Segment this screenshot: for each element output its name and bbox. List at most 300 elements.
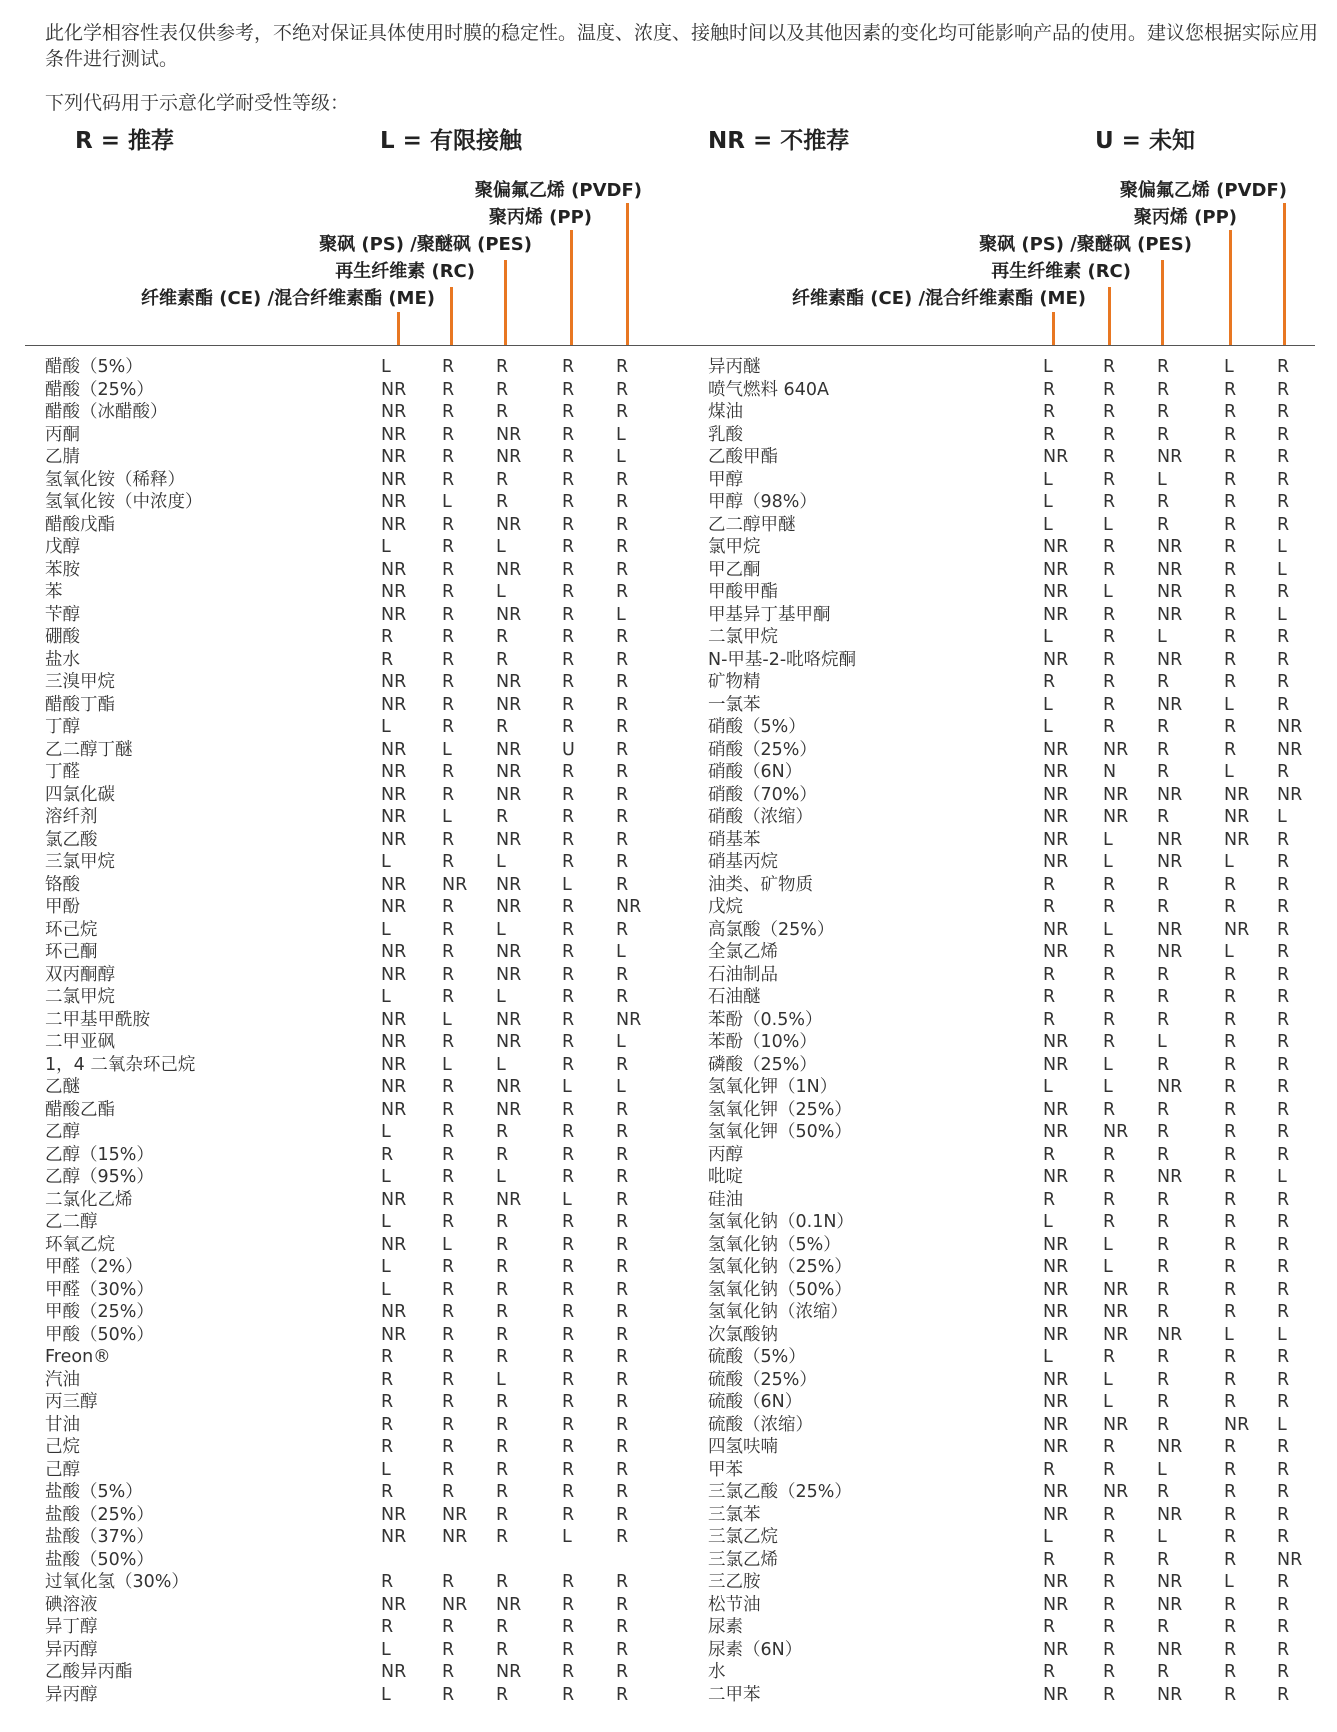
rating-cell: NR xyxy=(1103,739,1129,760)
rating-cell: R xyxy=(442,784,455,805)
rating-cell: R xyxy=(442,1617,455,1637)
rating-cell: NR xyxy=(1103,1122,1129,1142)
chemical-name: 硝酸（70%） xyxy=(708,784,817,805)
rating-cell: R xyxy=(1277,1189,1290,1210)
rating-cell: NR xyxy=(1277,784,1303,805)
chemical-name: 水 xyxy=(708,1662,726,1682)
rating-cell: R xyxy=(562,1212,575,1232)
rating-cell: R xyxy=(1224,604,1237,625)
rating-cell: R xyxy=(496,717,509,737)
rating-cell: R xyxy=(442,1302,455,1322)
rating-cell: R xyxy=(1224,1009,1237,1030)
chemical-name: 次氯酸钠 xyxy=(708,1324,778,1345)
rating-cell: L xyxy=(1157,627,1167,647)
rating-cell: R xyxy=(1277,1482,1290,1502)
rating-cell: L xyxy=(562,1189,572,1210)
header-rc-line-right xyxy=(1108,287,1111,345)
rating-cell: NR xyxy=(616,897,642,917)
rating-cell: NR xyxy=(381,1099,407,1120)
chemical-name: 环氧乙烷 xyxy=(45,1234,115,1255)
chemical-name: 铬酸 xyxy=(45,874,80,895)
rating-cell: R xyxy=(1224,649,1237,670)
rating-cell: R xyxy=(1224,1099,1237,1120)
rating-cell: R xyxy=(616,987,629,1007)
chemical-name: 己烷 xyxy=(45,1437,80,1457)
rating-cell: NR xyxy=(1043,784,1069,805)
rating-cell: R xyxy=(562,1684,575,1705)
rating-cell: R xyxy=(616,1392,629,1412)
rating-cell: R xyxy=(616,582,629,602)
rating-cell: R xyxy=(1043,987,1056,1007)
rating-cell: R xyxy=(562,1572,575,1592)
rating-cell: L xyxy=(1043,627,1053,647)
rating-cell: R xyxy=(562,919,575,940)
rating-cell: R xyxy=(1277,357,1290,377)
rating-cell: R xyxy=(496,492,509,512)
rating-cell: R xyxy=(442,559,455,580)
rating-cell: R xyxy=(442,469,455,490)
chemical-name: 氢氧化钠（50%） xyxy=(708,1279,852,1300)
rating-cell: R xyxy=(562,807,575,827)
rating-cell: NR xyxy=(1157,604,1183,625)
chemical-name: 氢氧化钠（5%） xyxy=(708,1234,841,1255)
rating-cell: R xyxy=(1277,762,1290,782)
rating-cell: NR xyxy=(1043,762,1069,782)
rating-cell: R xyxy=(1277,1459,1290,1480)
rating-cell: R xyxy=(1103,874,1116,895)
chemical-name: 甲醛（2%） xyxy=(45,1257,143,1277)
rating-cell: NR xyxy=(496,1662,522,1682)
rating-cell: NR xyxy=(442,1527,468,1547)
rating-cell: R xyxy=(1043,424,1056,445)
rating-cell: R xyxy=(442,919,455,940)
rating-cell: R xyxy=(1043,1549,1056,1570)
rating-cell: NR xyxy=(1043,829,1069,850)
chemical-name: 硼酸 xyxy=(45,627,80,647)
rating-cell: R xyxy=(562,964,575,985)
chemical-name: 异丁醇 xyxy=(45,1617,98,1637)
rating-cell: R xyxy=(562,1369,575,1390)
chemical-name: 异丙醇 xyxy=(45,1684,98,1705)
rating-cell: R xyxy=(616,1054,629,1075)
rating-cell: L xyxy=(381,987,391,1007)
chemical-name: 盐酸（50%） xyxy=(45,1549,154,1570)
rating-cell: NR xyxy=(1157,582,1183,602)
rating-cell: R xyxy=(1103,694,1116,715)
rating-cell: R xyxy=(616,1122,629,1142)
rating-cell: L xyxy=(616,942,626,962)
chemical-name: 全氯乙烯 xyxy=(708,942,778,962)
rating-cell: R xyxy=(616,1639,629,1660)
rating-cell: R xyxy=(1277,1617,1290,1637)
rating-cell: NR xyxy=(381,492,407,512)
rating-cell: R xyxy=(562,1279,575,1300)
rating-cell: R xyxy=(442,1414,455,1435)
rating-cell: R xyxy=(1103,469,1116,490)
chemical-name: 磷酸（25%） xyxy=(708,1054,817,1075)
rating-cell: NR xyxy=(381,897,407,917)
rating-cell: R xyxy=(442,1572,455,1592)
rating-cell: R xyxy=(1277,1212,1290,1232)
chemical-name: 硅油 xyxy=(708,1189,743,1210)
rating-cell: R xyxy=(562,402,575,422)
chemical-name: 二甲亚砜 xyxy=(45,1032,115,1052)
rating-cell: R xyxy=(562,672,575,692)
rating-cell: R xyxy=(1103,402,1116,422)
chemical-name: 氢氧化铵（中浓度） xyxy=(45,492,203,512)
chemical-name: 醋酸丁酯 xyxy=(45,694,115,715)
rating-cell: NR xyxy=(381,739,407,760)
rating-cell: R xyxy=(442,424,455,445)
rating-cell: L xyxy=(442,1234,452,1255)
rating-cell: R xyxy=(1224,874,1237,895)
rating-cell: R xyxy=(1277,942,1290,962)
rating-cell: R xyxy=(1103,1347,1116,1367)
rating-cell: L xyxy=(1103,1234,1113,1255)
rating-cell: L xyxy=(1043,514,1053,535)
rating-cell: L xyxy=(1224,762,1234,782)
rating-cell: NR xyxy=(1043,559,1069,580)
rating-cell: L xyxy=(381,1639,391,1660)
rating-cell: R xyxy=(1103,1212,1116,1232)
chemical-name: 醋酸戊酯 xyxy=(45,514,115,535)
rating-cell: NR xyxy=(1043,1482,1069,1502)
rating-cell: NR xyxy=(381,1077,407,1097)
rating-cell: L xyxy=(562,1077,572,1097)
rating-cell: R xyxy=(1224,379,1237,400)
rating-cell: R xyxy=(1277,1122,1290,1142)
rating-cell: NR xyxy=(1043,919,1069,940)
rating-cell: R xyxy=(1103,1572,1116,1592)
rating-cell: R xyxy=(1103,1099,1116,1120)
rating-cell: R xyxy=(1224,1369,1237,1390)
rating-cell: R xyxy=(1043,897,1056,917)
rating-cell: R xyxy=(442,649,455,670)
rating-cell: R xyxy=(496,1504,509,1525)
rating-cell: R xyxy=(562,1639,575,1660)
rating-cell: R xyxy=(1157,1549,1170,1570)
rating-cell: NR xyxy=(496,604,522,625)
rating-cell: NR xyxy=(1224,919,1250,940)
rating-cell: R xyxy=(1103,537,1116,557)
rating-cell: R xyxy=(562,1009,575,1030)
rating-cell: R xyxy=(496,1482,509,1502)
rating-cell: R xyxy=(1157,717,1170,737)
rating-cell: R xyxy=(1277,469,1290,490)
rating-cell: R xyxy=(1224,514,1237,535)
rating-cell: R xyxy=(442,1369,455,1390)
rating-cell: R xyxy=(562,987,575,1007)
rating-cell: R xyxy=(562,447,575,467)
rating-cell: R xyxy=(1157,1392,1170,1412)
rating-cell: NR xyxy=(381,469,407,490)
rating-cell: NR xyxy=(1043,1032,1069,1052)
rating-cell: R xyxy=(1277,672,1290,692)
rating-cell: R xyxy=(1157,357,1170,377)
rating-cell: R xyxy=(616,1684,629,1705)
chemical-name: 苯胺 xyxy=(45,559,80,580)
rating-cell: R xyxy=(1224,1459,1237,1480)
rating-cell: R xyxy=(562,1347,575,1367)
rating-cell: R xyxy=(442,1122,455,1142)
rating-cell: NR xyxy=(1103,784,1129,805)
rating-cell: N xyxy=(1103,762,1117,782)
rating-cell: NR xyxy=(1043,1099,1069,1120)
rating-cell: L xyxy=(1043,469,1053,490)
chemical-name: 油类、矿物质 xyxy=(708,874,813,895)
rating-cell: L xyxy=(1277,559,1287,580)
rating-cell: R xyxy=(562,694,575,715)
rating-cell: R xyxy=(496,1144,509,1165)
header-ce-label-right: 纤维素酯 (CE) /混合纤维素酯 (ME) xyxy=(792,288,1086,309)
rating-cell: L xyxy=(496,537,506,557)
rating-cell: R xyxy=(1103,424,1116,445)
rating-cell: R xyxy=(616,492,629,512)
rating-cell: NR xyxy=(1043,1684,1069,1705)
rating-cell: NR xyxy=(1043,1639,1069,1660)
rating-cell: NR xyxy=(1157,537,1183,557)
rating-cell: NR xyxy=(381,1032,407,1052)
rating-cell: R xyxy=(442,1077,455,1097)
rating-cell: R xyxy=(562,784,575,805)
rating-cell: R xyxy=(442,672,455,692)
rating-cell: R xyxy=(1157,739,1170,760)
rating-cell: L xyxy=(1043,1347,1053,1367)
rating-cell: R xyxy=(1043,1459,1056,1480)
rating-cell: NR xyxy=(381,424,407,445)
rating-cell: R xyxy=(442,1032,455,1052)
rating-cell: R xyxy=(496,1414,509,1435)
rating-cell: R xyxy=(562,649,575,670)
rating-cell: L xyxy=(1277,1167,1287,1187)
rating-cell: R xyxy=(1277,492,1290,512)
rating-cell: NR xyxy=(1043,1369,1069,1390)
rating-cell: R xyxy=(1277,447,1290,467)
rating-cell: NR xyxy=(381,402,407,422)
rating-cell: R xyxy=(562,1324,575,1345)
rating-cell: L xyxy=(1103,514,1113,535)
chemical-name: 二甲苯 xyxy=(708,1684,761,1705)
rating-cell: R xyxy=(1043,1144,1056,1165)
rating-cell: R xyxy=(562,559,575,580)
rating-cell: R xyxy=(1224,717,1237,737)
rating-cell: L xyxy=(1103,1054,1113,1075)
rating-cell: R xyxy=(562,1032,575,1052)
rating-cell: NR xyxy=(1043,537,1069,557)
rating-cell: R xyxy=(1277,964,1290,985)
rating-cell: R xyxy=(1224,1594,1237,1615)
rating-cell: R xyxy=(442,1392,455,1412)
rating-cell: L xyxy=(1224,694,1234,715)
rating-cell: R xyxy=(1103,1459,1116,1480)
rating-cell: NR xyxy=(1277,739,1303,760)
rating-cell: R xyxy=(1157,1279,1170,1300)
chemical-name: 氢氧化钾（50%） xyxy=(708,1122,852,1142)
header-rc-label: 再生纤维素 (RC) xyxy=(335,261,475,282)
rating-cell: R xyxy=(1224,1549,1237,1570)
chemical-name: 三氯乙酸（25%） xyxy=(708,1482,852,1502)
rating-cell: R xyxy=(442,897,455,917)
rating-cell: R xyxy=(562,1594,575,1615)
rating-cell: R xyxy=(442,1482,455,1502)
rating-cell: R xyxy=(442,379,455,400)
legend-l: L = 有限接触 xyxy=(380,128,522,154)
rating-cell: R xyxy=(1224,1392,1237,1412)
rating-cell: NR xyxy=(496,874,522,895)
chemical-name: 乙醇（15%） xyxy=(45,1144,154,1165)
rating-cell: R xyxy=(496,1639,509,1660)
chemical-name: 高氯酸（25%） xyxy=(708,919,835,940)
rating-cell: NR xyxy=(496,447,522,467)
rating-cell: R xyxy=(562,492,575,512)
rating-cell: NR xyxy=(1157,694,1183,715)
chemical-name: 石油制品 xyxy=(708,964,778,985)
rating-cell: NR xyxy=(1157,559,1183,580)
rating-cell: NR xyxy=(381,582,407,602)
rating-cell: R xyxy=(1277,1347,1290,1367)
rating-cell: NR xyxy=(1157,1437,1183,1457)
chemical-name: 盐酸（37%） xyxy=(45,1527,154,1547)
rating-cell: NR xyxy=(381,1324,407,1345)
chemical-name: 环己酮 xyxy=(45,942,98,962)
chemical-name: 汽油 xyxy=(45,1369,80,1390)
rating-cell: R xyxy=(562,1459,575,1480)
rating-cell: R xyxy=(381,627,394,647)
rating-cell: L xyxy=(1277,604,1287,625)
rating-cell: NR xyxy=(496,1099,522,1120)
rating-cell: NR xyxy=(1043,1572,1069,1592)
rating-cell: NR xyxy=(496,1594,522,1615)
rating-cell: R xyxy=(1103,1662,1116,1682)
chemical-name: 甲乙酮 xyxy=(708,559,761,580)
chemical-name: 硝酸（浓缩） xyxy=(708,807,813,827)
rating-cell: R xyxy=(1103,357,1116,377)
chemical-name: 乙酸异丙酯 xyxy=(45,1662,133,1682)
rating-cell: NR xyxy=(381,1054,407,1075)
rating-cell: NR xyxy=(1277,717,1303,737)
chemical-name: 三氯乙烯 xyxy=(708,1549,778,1570)
rating-cell: NR xyxy=(1224,807,1250,827)
rating-cell: R xyxy=(616,1144,629,1165)
rating-cell: NR xyxy=(442,1504,468,1525)
rating-cell: NR xyxy=(616,1009,642,1030)
rating-cell: R xyxy=(1224,964,1237,985)
rating-cell: NR xyxy=(1157,919,1183,940)
rating-cell: R xyxy=(1277,829,1290,850)
rating-cell: R xyxy=(496,1437,509,1457)
rating-cell: L xyxy=(381,1122,391,1142)
rating-cell: NR xyxy=(1043,582,1069,602)
rating-cell: NR xyxy=(496,559,522,580)
rating-cell: L xyxy=(1103,1257,1113,1277)
rating-cell: NR xyxy=(381,1527,407,1547)
rating-cell: R xyxy=(1103,1032,1116,1052)
rating-cell: R xyxy=(616,739,629,760)
chemical-name: 甲酸甲酯 xyxy=(708,582,778,602)
chemical-name: 碘溶液 xyxy=(45,1594,98,1615)
rating-cell: NR xyxy=(1224,784,1250,805)
rating-cell: L xyxy=(381,1167,391,1187)
chemical-name: 戊烷 xyxy=(708,897,743,917)
chemical-name: 氢氧化钠（25%） xyxy=(708,1257,852,1277)
rating-cell: R xyxy=(562,852,575,872)
rating-cell: R xyxy=(1277,1144,1290,1165)
rating-cell: R xyxy=(1224,1032,1237,1052)
header-ps-label: 聚砜 (PS) /聚醚砜 (PES) xyxy=(319,234,532,255)
chemical-name: 甲醇 xyxy=(708,469,743,490)
rating-cell: R xyxy=(1224,1662,1237,1682)
rating-cell: R xyxy=(381,1572,394,1592)
rating-cell: R xyxy=(1043,402,1056,422)
rating-cell: L xyxy=(381,1279,391,1300)
chemical-name: 硝酸（5%） xyxy=(708,717,806,737)
rating-cell: R xyxy=(616,1594,629,1615)
rating-cell: R xyxy=(381,1369,394,1390)
rating-cell: NR xyxy=(1103,1414,1129,1435)
rating-cell: R xyxy=(1103,964,1116,985)
rating-cell: R xyxy=(496,1302,509,1322)
rating-cell: R xyxy=(1224,1684,1237,1705)
header-ps-line xyxy=(504,260,507,345)
rating-cell: R xyxy=(1277,1369,1290,1390)
rating-cell: R xyxy=(496,1459,509,1480)
chemical-name: 硫酸（浓缩） xyxy=(708,1414,813,1435)
rating-cell: R xyxy=(616,1572,629,1592)
header-pp-line xyxy=(570,230,573,345)
rating-cell: R xyxy=(442,1212,455,1232)
rating-cell: R xyxy=(616,1527,629,1547)
rating-cell: NR xyxy=(1043,1257,1069,1277)
rating-cell: R xyxy=(1103,942,1116,962)
rating-cell: R xyxy=(381,649,394,670)
rating-cell: R xyxy=(562,357,575,377)
rating-cell: L xyxy=(616,1077,626,1097)
rating-cell: R xyxy=(1224,897,1237,917)
rating-cell: R xyxy=(381,1347,394,1367)
rating-cell: R xyxy=(616,469,629,490)
rating-cell: R xyxy=(562,1662,575,1682)
rating-cell: NR xyxy=(1043,1392,1069,1412)
rating-cell: R xyxy=(1157,1662,1170,1682)
rating-cell: NR xyxy=(442,1594,468,1615)
rating-cell: NR xyxy=(1043,1279,1069,1300)
rating-cell: NR xyxy=(1224,1414,1250,1435)
chemical-name: 三氯苯 xyxy=(708,1504,761,1525)
rating-cell: NR xyxy=(1043,1594,1069,1615)
chemical-name: 苯酚（10%） xyxy=(708,1032,817,1052)
rating-cell: R xyxy=(616,514,629,535)
rating-cell: R xyxy=(1157,492,1170,512)
rating-cell: R xyxy=(496,627,509,647)
rating-cell: R xyxy=(1103,447,1116,467)
rating-cell: NR xyxy=(381,807,407,827)
rating-cell: R xyxy=(1103,1189,1116,1210)
rating-cell: R xyxy=(442,1279,455,1300)
rating-cell: R xyxy=(1103,1639,1116,1660)
rating-cell: NR xyxy=(496,514,522,535)
rating-cell: R xyxy=(616,964,629,985)
rating-cell: NR xyxy=(381,559,407,580)
rating-cell: L xyxy=(1103,852,1113,872)
rating-cell: NR xyxy=(1043,739,1069,760)
rating-cell: R xyxy=(496,1212,509,1232)
header-ps-line-right xyxy=(1161,260,1164,345)
chemical-name: 乳酸 xyxy=(708,424,743,445)
rating-cell: R xyxy=(616,627,629,647)
rating-cell: R xyxy=(1224,424,1237,445)
rating-cell: L xyxy=(442,807,452,827)
rating-cell: R xyxy=(1157,1144,1170,1165)
